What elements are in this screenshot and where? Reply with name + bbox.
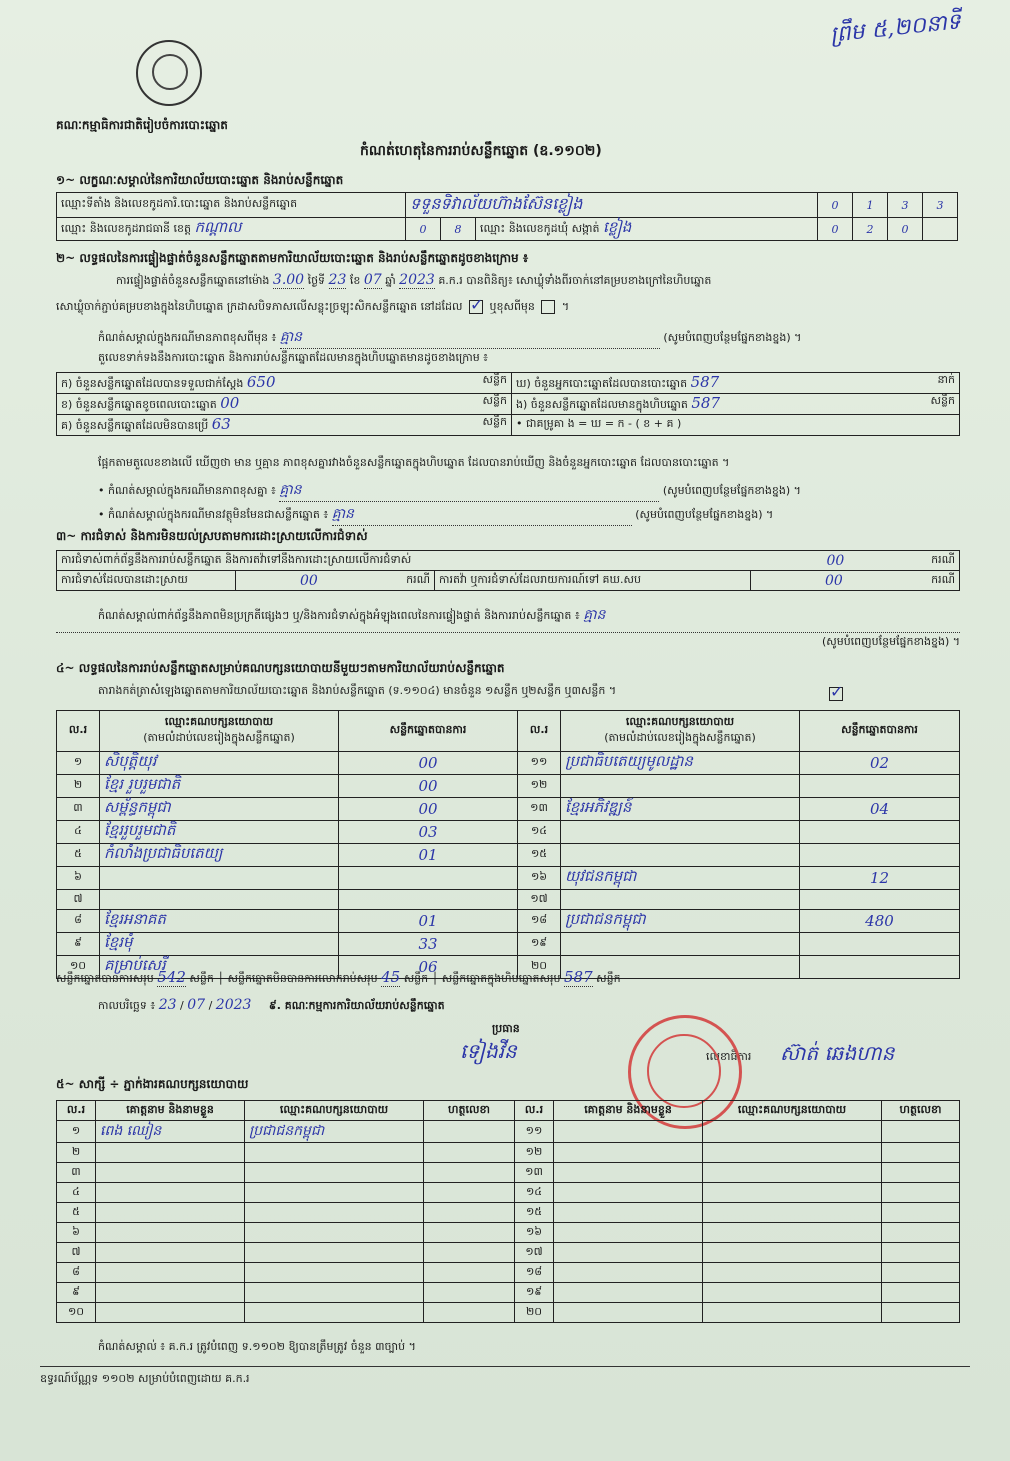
witness-row: [57, 1143, 960, 1163]
row-votes: 03: [339, 821, 518, 844]
section2-bullet2: • កំណត់សម្គាល់ក្នុងករណីមានវត្ថុមិនមែនជាសន្លឹកឆ្នោត ៖ គ្មាន (សូមបំពេញបន្ថែមផ្នែកខាងខ្នង) ។: [98, 504, 958, 526]
year-value: 2023: [399, 272, 435, 288]
row-no: ២០: [515, 1303, 554, 1323]
table-row: [57, 910, 960, 933]
code-digit: 3: [923, 193, 958, 218]
code-digit: 0: [406, 218, 441, 241]
row-no: ៨: [57, 910, 100, 933]
row-votes: 06: [339, 956, 518, 979]
section2-figures-table: [56, 372, 960, 436]
row-no: ១៧: [515, 1243, 554, 1263]
row-no: ៣: [57, 798, 100, 821]
corner-handwritten-note: ព្រឹម ៥,២០នាទី: [828, 9, 962, 48]
province-value: កណ្ដាល: [194, 218, 242, 236]
row-no: ១៧: [518, 890, 561, 910]
witness-party: [703, 1263, 882, 1283]
row-no: ១៩: [515, 1283, 554, 1303]
witness-row: [57, 1243, 960, 1263]
total-invalid-value: 45: [381, 968, 401, 986]
row-votes: [339, 867, 518, 890]
section3-table: [56, 550, 960, 591]
row-no: ១: [57, 752, 100, 775]
section3-heading: ៣~ ការជំទាស់ និងការមិនយល់ស្របតាមការដោះស្រាយលើការជំទាស់: [56, 529, 368, 543]
row-no: ១៥: [515, 1203, 554, 1223]
row-no: ៩: [57, 1283, 96, 1303]
row-votes: [339, 890, 518, 910]
table-row: [57, 867, 960, 890]
witness-party: [703, 1121, 882, 1143]
divider: [40, 1366, 970, 1367]
witness-signature: [882, 1121, 960, 1143]
row-no: ១: [57, 1121, 96, 1143]
row-party: [561, 890, 800, 910]
row-no: ៧: [57, 890, 100, 910]
witness-name: [554, 1143, 703, 1163]
row-no: ៥: [57, 844, 100, 867]
row-no: ១២: [515, 1143, 554, 1163]
row-votes: 33: [339, 933, 518, 956]
row-no: ២: [57, 1143, 96, 1163]
table-row: [57, 752, 960, 775]
figure-e: ង) ចំនួនសន្លឹកឆ្នោតដែលមានក្នុងហិបឆ្នោត 587 សន្លឹក: [512, 394, 960, 415]
section1-row1-value: ទទួនទិវាល័យហ៊ាងស៊ែនខ្លៀង: [406, 193, 818, 218]
w-col-name: គោត្តនាម និងនាមខ្លួន: [96, 1101, 245, 1121]
witness-name: [96, 1223, 245, 1243]
day-value: 23: [328, 272, 347, 288]
table-row: [57, 821, 960, 844]
code-digit: 0: [818, 218, 853, 241]
witness-party: [703, 1163, 882, 1183]
row-votes: 01: [339, 910, 518, 933]
section1-row2-label: ឈ្មោះ និងលេខកូដរាជធានី ខេត្ត កណ្ដាល: [57, 218, 406, 241]
witness-name: [554, 1183, 703, 1203]
section3-fill-hint: (សូមបំពេញបន្ថែមផ្នែកខាងខ្នង) ។: [56, 632, 960, 651]
col-party-left: ឈ្មោះគណបក្សនយោបាយ (តាមលំដាប់លេខរៀងក្នុងសន្លឹកឆ្នោត): [100, 711, 339, 752]
section2-intro: តួលេខទាក់ទងនឹងការបោះឆ្នោត និងការរាប់សន្លឹកឆ្នោតដែលមានក្នុងហិបឆ្នោតមានដូចខាងក្រោម ៖: [98, 351, 489, 364]
row-no: ១៦: [515, 1223, 554, 1243]
chair-name: ទៀងវីន: [460, 1039, 517, 1063]
row-no: ១៤: [518, 821, 561, 844]
secretary-name: ស៊ាត់ ឆេងហាន: [780, 1041, 895, 1065]
row-no: ២០: [518, 956, 561, 979]
row-party: ប្រជាធិបតេយ្យមូលដ្ឋាន: [561, 752, 800, 775]
witness-signature: [424, 1143, 515, 1163]
row-no: ១៣: [515, 1163, 554, 1183]
witness-signature: [882, 1263, 960, 1283]
witness-signature: [882, 1203, 960, 1223]
table-row: [57, 844, 960, 867]
witness-signature: [424, 1121, 515, 1143]
row-party: [561, 933, 800, 956]
witness-signature: [424, 1303, 515, 1323]
row-no: ៧: [57, 1243, 96, 1263]
row-no: ២: [57, 775, 100, 798]
row-party: សម្ព័ន្ធកម្ពុជា: [100, 798, 339, 821]
witness-party: [245, 1223, 424, 1243]
section5-footnote: កំណត់សម្គាល់ ៖ គ.ក.រ ត្រូវបំពេញ ទ.១១០២ ឱ្យបានត្រឹមត្រូវ ចំនួន ៣ច្បាប់ ។: [98, 1340, 416, 1353]
commune-value: ខ្លៀង: [603, 218, 632, 236]
row-party: [561, 821, 800, 844]
row-no: ១៦: [518, 867, 561, 890]
row-votes: 00: [339, 752, 518, 775]
witness-name: [554, 1203, 703, 1223]
row-votes: [800, 821, 960, 844]
row-no: ១០: [57, 956, 100, 979]
w-col-party: ឈ្មោះគណបក្សនយោបាយ: [245, 1101, 424, 1121]
nec-emblem-logo: [136, 40, 202, 106]
row-votes: 04: [800, 798, 960, 821]
section2-note-value: គ្មាន: [280, 327, 660, 349]
witness-party: ប្រជាជនកម្ពុជា: [245, 1121, 424, 1143]
witness-name: [96, 1183, 245, 1203]
section4-results-table: [56, 710, 960, 979]
witness-name: [96, 1243, 245, 1263]
row-party: [100, 890, 339, 910]
witness-row: [57, 1263, 960, 1283]
table-row: [57, 933, 960, 956]
row-party: [561, 844, 800, 867]
witness-party: [703, 1303, 882, 1323]
row-no: ១៩: [518, 933, 561, 956]
witness-signature: [882, 1143, 960, 1163]
row-no: ១៨: [518, 910, 561, 933]
witness-name: [96, 1303, 245, 1323]
table-row: [57, 775, 960, 798]
bottom-note: ឧទ្ធរណ៍ប័ណ្ណទ ១១០២ សម្រាប់បំពេញដោយ គ.ក.រ: [40, 1372, 250, 1385]
code-digit: 2: [853, 218, 888, 241]
witness-signature: [424, 1263, 515, 1283]
row-votes: 01: [339, 844, 518, 867]
witness-name: [554, 1243, 703, 1263]
code-digit: 8: [441, 218, 476, 241]
row-no: ៩: [57, 933, 100, 956]
section2-line1: ការផ្ទៀងផ្ទាត់ចំនួនសន្លឹកឆ្នោតនៅម៉ោង 3.00 ថ្ងៃទី 23 ខែ 07 ឆ្នាំ 2023 គ.ក.រ បានពិនិត្យ៖ សោឃ្លុំទាំងពីរចាក់នៅគម្របខាងក្រៅនៃហិបឆ្នោត: [116, 272, 712, 288]
row-party: [100, 867, 339, 890]
witness-name: [554, 1163, 703, 1183]
witness-name: ពេង ឈៀន: [96, 1121, 245, 1143]
row-no: ១៥: [518, 844, 561, 867]
witness-party: [245, 1143, 424, 1163]
col-no-right: ល.រ: [518, 711, 561, 752]
row-party: ខ្មែររួបរួមជាតិ: [100, 821, 339, 844]
witness-signature: [424, 1243, 515, 1263]
section2-line2: សោឃ្លុំចាក់ភ្ជាប់គម្របខាងក្នុងនៃហិបឆ្នោត ក្រដាសបិទភាសលើសន្លុះច្រឡុះសិកសន្លឹកឆ្នោត នៅដដែល ✓ ឬខុសពីមុន ។: [56, 300, 961, 316]
section1-table: [56, 192, 958, 241]
witness-signature: [424, 1283, 515, 1303]
row-party: [561, 775, 800, 798]
row-no: ១៨: [515, 1263, 554, 1283]
w-col-no: ល.រ: [57, 1101, 96, 1121]
row-party: ខ្មែរអភិវឌ្ឍន៍: [561, 798, 800, 821]
row-votes: 480: [800, 910, 960, 933]
code-digit: 0: [818, 193, 853, 218]
w-col-no-right: ល.រ: [515, 1101, 554, 1121]
witness-row: [57, 1183, 960, 1203]
figure-d: ឃ) ចំនួនអ្នកបោះឆ្នោតដែលបានបោះឆ្នោត 587 នាក់: [512, 373, 960, 394]
col-party-right: ឈ្មោះគណបក្សនយោបាយ (តាមលំដាប់លេខរៀងក្នុងសន្លឹកឆ្នោត): [561, 711, 800, 752]
witness-signature: [882, 1163, 960, 1183]
time-value: 3.00: [272, 272, 305, 288]
code-digit: 0: [888, 218, 923, 241]
witness-name: [554, 1283, 703, 1303]
witness-row: [57, 1223, 960, 1243]
row-votes: [800, 890, 960, 910]
witness-party: [245, 1303, 424, 1323]
row-no: ១១: [515, 1121, 554, 1143]
section3-resolved-label: ការជំទាស់ដែលបានដោះស្រាយ: [57, 571, 236, 591]
row-votes: 12: [800, 867, 960, 890]
row-votes: 00: [339, 775, 518, 798]
row-votes: [800, 933, 960, 956]
bullet1-value: គ្មាន: [279, 480, 659, 502]
witness-signature: [882, 1303, 960, 1323]
witness-signature: [424, 1223, 515, 1243]
changed-checkbox[interactable]: [541, 300, 555, 314]
witness-signature: [424, 1203, 515, 1223]
row-no: ១០: [57, 1303, 96, 1323]
col-votes-left: សន្លឹកឆ្នោតបានការ: [339, 711, 518, 752]
section5-heading: ៥~ សាក្សី ÷ ភ្នាក់ងារគណបក្សនយោបាយ: [56, 1077, 249, 1091]
row-no: ៦: [57, 1223, 96, 1243]
witness-party: [245, 1283, 424, 1303]
section4-date: កាលបរិច្ឆេទ ៖ 23 / 07 / 2023 ៩. គណៈកម្មការការិយាល័យរាប់សន្លឹកឆ្នោត: [98, 997, 445, 1013]
row-party: គម្រាប់សេរី: [100, 956, 339, 979]
witness-party: [703, 1283, 882, 1303]
row-party: ខ្មែរអនាគត: [100, 910, 339, 933]
row-no: ៦: [57, 867, 100, 890]
witness-party: [245, 1203, 424, 1223]
witness-party: [245, 1183, 424, 1203]
witness-name: [554, 1303, 703, 1323]
witness-party: [703, 1183, 882, 1203]
witness-signature: [882, 1243, 960, 1263]
section2-check-line: ផ្អែកតាមតួលេខខាងលើ ឃើញថា មាន ឬគ្មាន ភាពខុសគ្នារវាងចំនួនសន្លឹកឆ្នោតក្នុងហិបឆ្នោត ដែលបានរាប់ឃើញ និងចំនួនអ្នកបោះឆ្នោត ដែលបានបោះឆ្នោត ។: [98, 456, 730, 469]
witness-name: [554, 1263, 703, 1283]
code-digit: 1: [853, 193, 888, 218]
section3-forwarded-label: ការតវ៉ា ឬការជំទាស់ដែលរាយការណ៍ទៅ គឃ.សប: [435, 571, 751, 591]
witness-party: [245, 1163, 424, 1183]
w-col-party-right: ឈ្មោះគណបក្សនយោបាយ: [703, 1101, 882, 1121]
witness-name: [96, 1143, 245, 1163]
witness-signature: [882, 1183, 960, 1203]
chair-label: ប្រធាន: [492, 1022, 520, 1035]
section2-heading: ២~ លទ្ធផលនៃការផ្ទៀងផ្ទាត់ចំនួនសន្លឹកឆ្នោតតាមការិយាល័យបោះឆ្នោត និងរាប់សន្លឹកឆ្នោតដូចខាងក្រោម ៖: [56, 251, 529, 265]
row-votes: 00: [339, 798, 518, 821]
section3-row1: ការជំទាស់ពាក់ព័ន្ធនឹងការរាប់សន្លឹកឆ្នោត និងការតវ៉ាទៅនឹងការដោះស្រាយលើការជំទាស់ 00 ករណី: [57, 551, 960, 571]
row-party: កំលាំងប្រជាធិបតេយ្យ: [100, 844, 339, 867]
section5-witness-table: [56, 1100, 960, 1323]
month-value: 07: [363, 272, 382, 288]
section1-heading: ១~ លក្ខណៈសម្គាល់នៃការិយាល័យបោះឆ្នោត និងរាប់សន្លឹកឆ្នោត: [56, 173, 344, 187]
row-no: ៨: [57, 1263, 96, 1283]
col-no: ល.រ: [57, 711, 100, 752]
section2-bullet1: • កំណត់សម្គាល់ក្នុងករណីមានភាពខុសគ្នា ៖ គ្មាន (សូមបំពេញបន្ថែមផ្នែកខាងខ្នង) ។: [98, 480, 958, 502]
section4-sheets-line: តារាងកត់ត្រាសំឡេងឆ្នោតតាមការិយាល័យបោះឆ្នោត និងរាប់សន្លឹកឆ្នោត (ទ.១១០៤) មានចំនួន ១សន្លឹក ឬ២សន្លឹក ឬ៣សន្លឹក ។: [98, 684, 617, 697]
row-no: ៣: [57, 1163, 96, 1183]
witness-name: [96, 1203, 245, 1223]
row-no: ១១: [518, 752, 561, 775]
witness-name: [554, 1121, 703, 1143]
page-title: កំណត់ហេតុនៃការរាប់សន្លឹកឆ្នោត (ឧ.១១០២): [360, 143, 602, 159]
witness-party: [703, 1223, 882, 1243]
sheets-3-checkbox[interactable]: [826, 683, 846, 702]
table-row: [57, 798, 960, 821]
row-votes: [800, 775, 960, 798]
section3-note-value: គ្មាន: [583, 607, 606, 623]
row-no: ៥: [57, 1203, 96, 1223]
org-name: គណៈកម្មាធិការជាតិរៀបចំការបោះឆ្នោត: [56, 118, 228, 132]
total-box-value: 587: [563, 968, 593, 986]
figure-b: ខ) ចំនួនសន្លឹកឆ្នោតខូចពេលបោះឆ្នោត 00 សន្លឹក: [57, 394, 512, 415]
row-no: ១៣: [518, 798, 561, 821]
witness-party: [703, 1143, 882, 1163]
witness-party: [245, 1263, 424, 1283]
table-row: [57, 890, 960, 910]
total-valid-value: 542: [157, 968, 186, 986]
row-party: ប្រជាជនកម្ពុជា: [561, 910, 800, 933]
figure-c: គ) ចំនួនសន្លឹកឆ្នោតដែលមិនបានប្រើ 63 សន្លឹក: [57, 415, 512, 436]
row-votes: [800, 844, 960, 867]
witness-signature: [882, 1223, 960, 1243]
witness-row: [57, 1163, 960, 1183]
witness-signature: [424, 1163, 515, 1183]
witness-party: [245, 1243, 424, 1263]
row-party: ខ្មែរ រួបរួមជាតិ: [100, 775, 339, 798]
figure-a: ក) ចំនួនសន្លឹកឆ្នោតដែលបានទទួលជាក់ស្ដែង 650 សន្លឹក: [57, 373, 512, 394]
code-digit: 3: [888, 193, 923, 218]
w-col-sign-right: ហត្ថលេខា: [882, 1101, 960, 1121]
row-votes: 02: [800, 752, 960, 775]
row-no: ១២: [518, 775, 561, 798]
section2-note: កំណត់សម្គាល់ក្នុងករណីមានភាពខុសពីមុន ៖ គ្មាន (សូមបំពេញបន្ថែមផ្នែកខាងខ្នង) ។: [98, 327, 958, 349]
witness-signature: [882, 1283, 960, 1303]
witness-name: [554, 1223, 703, 1243]
row-no: ៤: [57, 1183, 96, 1203]
witness-row: [57, 1121, 960, 1143]
witness-name: [96, 1263, 245, 1283]
secretary-label: លេខាធិការ: [706, 1050, 752, 1063]
section4-totals: សន្លឹកឆ្នោតបានការសរុប 542 សន្លឹក │ សន្លឹកឆ្នោតមិនបានការលោករាប់សរុប 45 សន្លឹក │ សន្លឹកឆ្នោតក្នុងហិបឆ្នោតសរុប 587 សន្លឹក: [56, 968, 621, 986]
section1-row1-label: ឈ្មោះទីតាំង និងលេខកូដការិ.បោះឆ្នោត និងរាប់សន្លឹកឆ្នោត: [57, 193, 406, 218]
section1-row2-label2: ឈ្មោះ និងលេខកូដឃុំ សង្កាត់ ខ្លៀង: [476, 218, 818, 241]
row-no: ១៤: [515, 1183, 554, 1203]
bullet2-value: គ្មាន: [332, 504, 632, 526]
col-votes-right: សន្លឹកឆ្នោតបានការ: [800, 711, 960, 752]
section3-resolved-value: 00 ករណី: [236, 571, 435, 591]
section3-forwarded-value: 00 ករណី: [751, 571, 960, 591]
witness-party: [703, 1203, 882, 1223]
w-col-sign: ហត្ថលេខា: [424, 1101, 515, 1121]
witness-row: [57, 1283, 960, 1303]
section3-note: កំណត់សម្គាល់ពាក់ព័ន្ធនឹងភាពមិនប្រក្រតីផ្សេងៗ ឬ/និងការជំទាស់ក្នុងអំឡុងពេលនៃការផ្ទៀងផ្ទាត់ និងការរាប់សន្លឹកឆ្នោត ៖ គ្មាន: [98, 607, 606, 623]
w-col-name-right: គោត្តនាម និងនាមខ្លួន: [554, 1101, 703, 1121]
row-party: ខ្មែរមុំ: [100, 933, 339, 956]
witness-name: [96, 1163, 245, 1183]
figure-formula: • ជាគម្រូគា ង = ឃ = ក - ( ខ + គ ): [512, 415, 960, 436]
witness-party: [703, 1243, 882, 1263]
witness-signature: [424, 1183, 515, 1203]
witness-row: [57, 1203, 960, 1223]
same-checkbox[interactable]: [469, 300, 483, 314]
witness-row: [57, 1303, 960, 1323]
witness-name: [96, 1283, 245, 1303]
section4-heading: ៤~ លទ្ធផលនៃការរាប់សន្លឹកឆ្នោតសម្រាប់គណបក្សនយោបាយនីមួយៗតាមការិយាល័យរាប់សន្លឹកឆ្នោត: [56, 661, 505, 675]
row-party: យុវជនកម្ពុជា: [561, 867, 800, 890]
row-party: សិបុត្តិយុវ: [100, 752, 339, 775]
row-no: ៤: [57, 821, 100, 844]
